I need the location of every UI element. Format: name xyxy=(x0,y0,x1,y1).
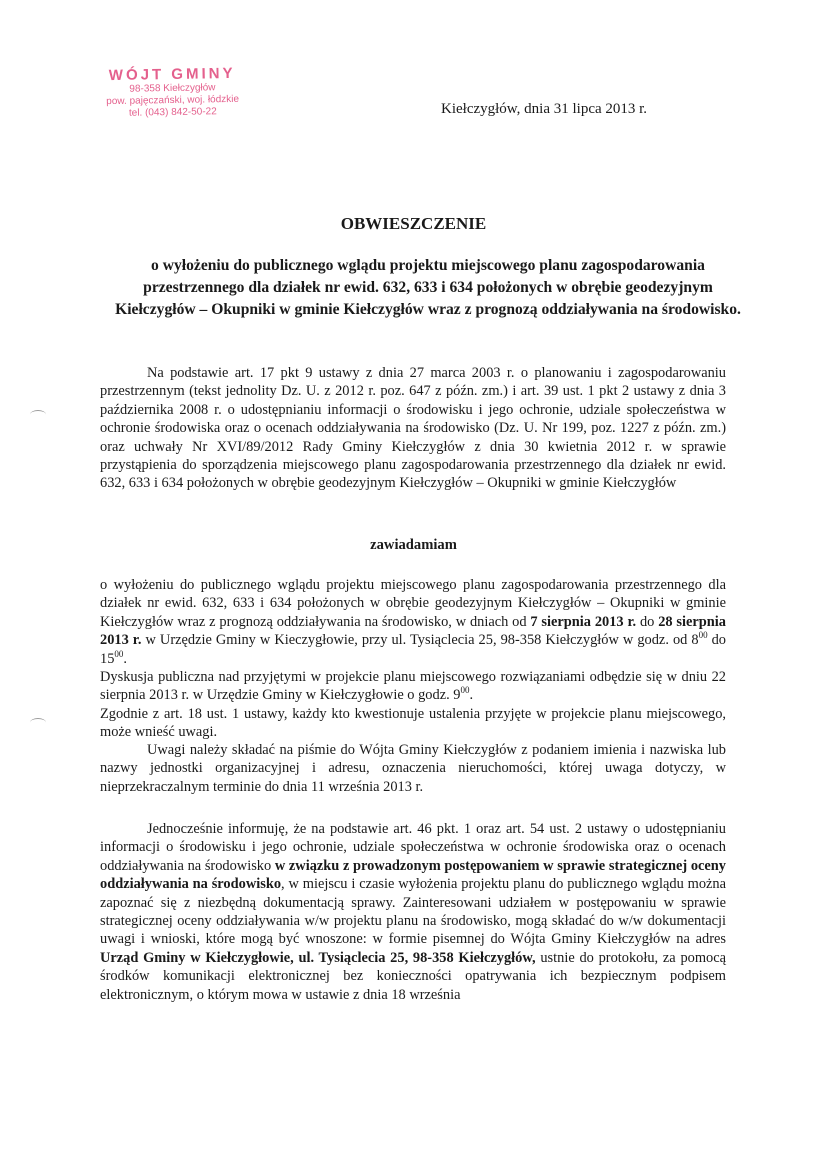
stamp-line-3: pow. pajęczański, woj. łódzkie xyxy=(106,93,240,108)
superscript: 00 xyxy=(698,630,708,641)
end-date: 28 sierpnia 2013 r. xyxy=(100,613,727,649)
office-address: Urząd Gminy w Kiełczygłowie, ul. Tysiąclecia 25, 98-358 Kiełczygłów, xyxy=(100,949,536,966)
superscript: 00 xyxy=(460,685,470,696)
text-span: , w miejscu i czasie wyłożenia projektu planu do publicznego wglądu można zapoznać się z niezbędną dokumentacją sprawy. Zainteresowani udziałem w postępowaniu w sprawie strategicznej oceny oddziaływania w/w projektu planu na środowisko, mogą składać do w/w dokumentacji uwagi i wnioski, które mogą być wnoszone: w formie pisemnej do Wójta Gminy Kiełczygłów na adres xyxy=(100,876,726,948)
stamp-line-1: WÓJT GMINY xyxy=(108,64,236,85)
text-span: do xyxy=(636,613,659,630)
text-span: o wyłożeniu do publicznego wglądu projektu miejscowego planu zagospodarowania przestrzennego dla działek nr ewid. 632, 633 i 634 położonych w obrębie geodezyjnym Kiełczygłów – Okupniki w gminie Kiełczygłów wraz z prognozą oddziaływania na środowisko, w dniach od xyxy=(100,577,726,630)
text-span: do 15 xyxy=(100,632,726,667)
text-span: . xyxy=(469,687,474,704)
margin-mark xyxy=(30,718,46,727)
text-span: w Urzędzie Gminy w Kieczygłowie, przy ul. Tysiąclecia 25, 98-358 Kiełczygłów w godz. od 8 xyxy=(141,632,699,649)
discussion-paragraph xyxy=(100,668,726,705)
official-stamp xyxy=(70,64,276,121)
notice-paragraph xyxy=(100,576,726,668)
information-paragraph xyxy=(100,820,726,1004)
document-subtitle: o wyłożeniu do publicznego wglądu projektu miejscowego planu zagospodarowania przestrzennego dla działek nr ewid. 632, 633 i 634 położonych w obrębie geodezyjnym Kiełczygłów – Okupniki w gminie Kiełczygłów wraz z prognozą oddziaływania na środowisko. xyxy=(115,257,741,318)
objections-paragraph: Zgodnie z art. 18 ust. 1 ustawy, każdy kto kwestionuje ustalenia przyjęte w projekcie planu miejscowego, może wnieść uwagi. xyxy=(100,706,726,741)
text-span: Dyskusja publiczna nad przyjętymi w projekcie planu miejscowego rozwiązaniami odbędzie się w dniu 22 sierpnia 2013 r. w Urzędzie Gminy w Kiełczygłowie o godz. 9 xyxy=(100,669,726,704)
section-heading: zawiadamiam xyxy=(370,537,457,553)
bold-phrase: w związku z prowadzonym postępowaniem w sprawie strategicznej oceny oddziaływania na środowisko xyxy=(100,857,726,893)
superscript: 00 xyxy=(114,648,124,659)
text-span: ustnie do protokołu, za pomocą środków komunikacji elektronicznej bez konieczności opatrywania ich bezpiecznym podpisem elektronicznym, o którym mowa w ustawie z dnia 18 września xyxy=(100,949,726,1003)
date-line: Kiełczygłów, dnia 31 lipca 2013 r. xyxy=(441,101,648,117)
stamp-line-2: 98-358 Kiełczygłów xyxy=(129,82,216,95)
comments-paragraph: Uwagi należy składać na piśmie do Wójta Gminy Kiełczygłów z podaniem imienia i nazwiska lub nazwy jednostki organizacyjnej i adresu, oznaczenia nieruchomości, której uwaga dotyczy, w nieprzekraczalnym terminie do dnia 11 września 2013 r. xyxy=(100,742,726,795)
document-title: OBWIESZCZENIE xyxy=(340,214,487,233)
margin-mark xyxy=(30,410,46,419)
stamp-line-4: tel. (043) 842-50-22 xyxy=(128,106,217,119)
start-date: 7 sierpnia 2013 r. xyxy=(530,613,637,630)
text-span: Jednocześnie informuję, że na podstawie art. 46 pkt. 1 oraz art. 54 ust. 2 ustawy o udostępnianiu informacji o środowisku i jego ochronie, udziale społeczeństwa w ochronie środowiska oraz o ocenach oddziaływania na środowisko xyxy=(100,821,726,874)
legal-basis-paragraph: Na podstawie art. 17 pkt 9 ustawy z dnia 27 marca 2003 r. o planowaniu i zagospodarowaniu przestrzennym (tekst jednolity Dz. U. z 2012 r. poz. 647 z późn. zm.) i art. 39 ust. 1 pkt 2 ustawy z dnia 3 października 2008 r. o udostępnianiu informacji o środowisku i jego ochronie, udziale społeczeństwa w ochronie środowiska oraz o ocenach oddziaływania na środowisko (Dz. U. Nr 199, poz. 1227 z późn. zm.) oraz uchwały Nr XVI/89/2012 Rady Gminy Kiełczygłów z dnia 30 kwietnia 2012 r. w sprawie przystąpienia do sporządzenia miejscowego planu zagospodarowania przestrzennego dla działek nr ewid. 632, 633 i 634 położonych w obrębie geodezyjnym Kiełczygłów – Okupniki w gminie Kiełczygłów xyxy=(100,365,726,492)
text-span: . xyxy=(123,650,127,667)
